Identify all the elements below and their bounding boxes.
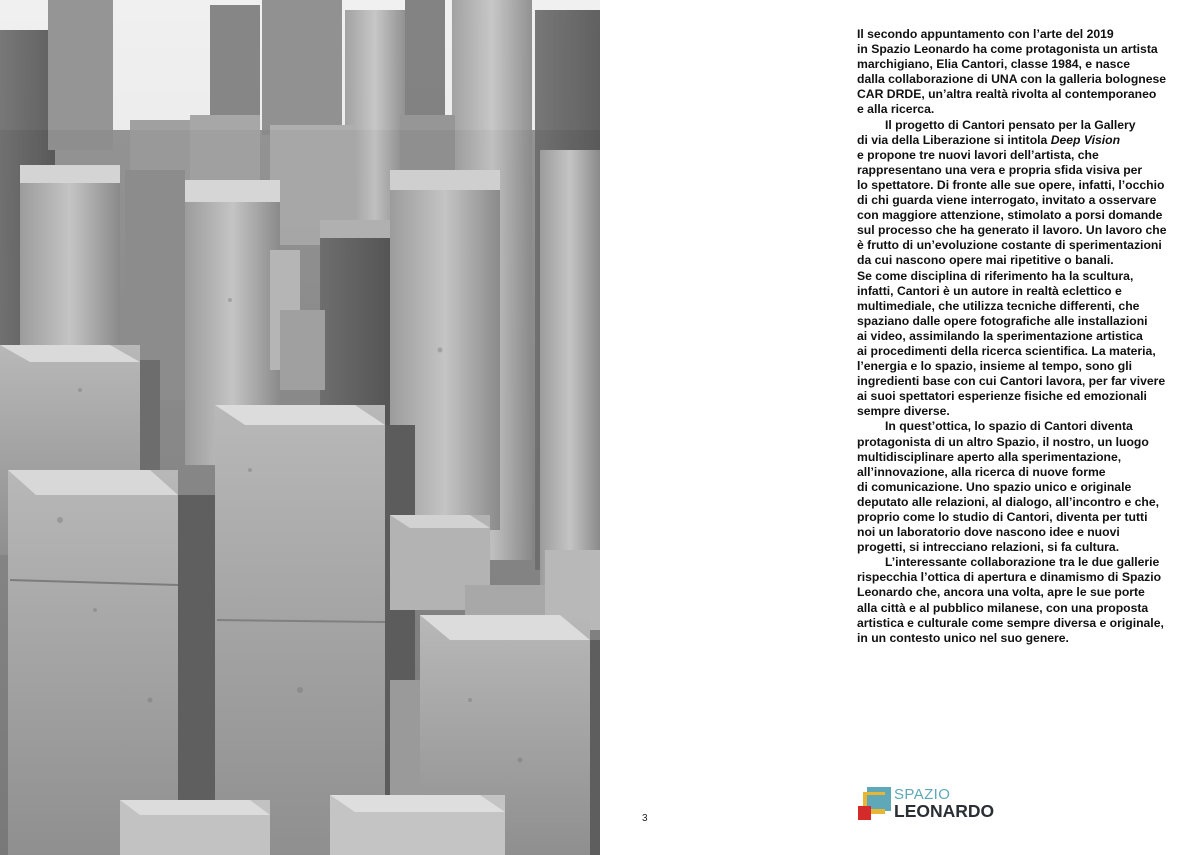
article-line: Se come disciplina di riferimento ha la scultura, [857,268,1134,283]
article-text [857,27,1177,646]
article-line: e alla ricerca. [857,102,935,117]
article-line: lo spettatore. Di fronte alle sue opere, infatti, l’occhio [857,177,1165,192]
article-line: proprio come lo studio di Cantori, diventa per tutti [857,510,1148,524]
article-line: da cui nascono opere mai ripetitive o banali. [857,253,1114,268]
article-line: alla città e al pubblico milanese, con una proposta [857,600,1149,615]
article-line: noi un laboratorio dove nascono idee e nuovi [857,525,1120,540]
article-line: sempre diverse. [857,404,950,419]
logo-word-spazio: SPAZIO [894,786,951,803]
logo-mark-red-square [858,806,871,820]
article-line: sul processo che ha generato il lavoro. Un lavoro che [857,223,1167,238]
article-line: protagonista di un altro Spazio, il nostro, un luogo [857,434,1149,449]
article-line: infatti, Cantori è un autore in realtà eclettico e [857,283,1122,298]
article-line: rappresentano una vera e propria sfida visiva per [857,162,1143,177]
article-line: in Spazio Leonardo ha come protagonista un artista [857,42,1158,57]
article-line-text: di via della Liberazione si intitola [857,132,1051,147]
article-line: spaziano dalle opere fotografiche alle installazioni [857,313,1148,328]
article-line: Il progetto di Cantori pensato per la Gallery [885,117,1136,132]
article-line: CAR DRDE, un’altra realtà rivolta al contemporaneo [857,87,1157,102]
article-line: l’energia e lo spazio, insieme al tempo, sono gli [857,359,1132,374]
article-line: ai procedimenti della ricerca scientifica. La materia, [857,343,1156,358]
article-line: deputato alle relazioni, al dialogo, all’incontro e che, [857,494,1160,509]
article-line: ingredienti base con cui Cantori lavora, per far vivere [857,374,1166,389]
article-line: marchigiano, Elia Cantori, classe 1984, e nasce [857,57,1130,72]
article-line: e propone tre nuovi lavori dell’artista, che [857,147,1099,162]
article-line [857,133,1177,148]
page-number: 3 [642,813,648,824]
article-line: Leonardo che, ancora una volta, apre le sue porte [857,585,1145,600]
article-line: ai suoi spettatori esperienze fisiche ed emozionali [857,389,1147,404]
article-line: di comunicazione. Uno spazio unico e originale [857,479,1132,494]
article-line: in un contesto unico nel suo genere. [857,630,1069,645]
article-line: progetti, si intrecciano relazioni, si fa cultura. [857,540,1120,555]
article-line: dalla collaborazione di UNA con la galleria bolognese [857,72,1167,87]
article-line: con maggiore attenzione, stimolato a porsi domande [857,208,1163,223]
article-line: Il secondo appuntamento con l’arte del 2019 [857,27,1114,41]
text-page [600,0,1200,855]
article-line: multimediale, che utilizza tecniche differenti, che [857,298,1140,313]
logo-mark-icon [858,786,892,822]
article-line: ai video, assimilando la sperimentazione artistica [857,328,1143,343]
article-line: rispecchia l’ottica di apertura e dinamismo di Spazio [857,570,1162,585]
article-line: multidisciplinare aperto alla sperimentazione, [857,449,1122,464]
logo-word-leonardo: LEONARDO [894,801,995,821]
article-line: all’innovazione, alla ricerca di nuove forme [857,464,1106,479]
exhibition-title: Deep Vision [1050,132,1121,147]
article-line: L’interessante collaborazione tra le due gallerie [885,555,1160,570]
spazio-leonardo-logo [858,786,998,826]
article-line: è frutto di un’evoluzione costante di sperimentazioni [857,238,1162,253]
article-line: artistica e culturale come sempre diversa e originale, [857,615,1164,630]
article-line: In quest’ottica, lo spazio di Cantori diventa [885,419,1133,434]
article-line: di chi guarda viene interrogato, invitato a osservare [857,193,1157,208]
